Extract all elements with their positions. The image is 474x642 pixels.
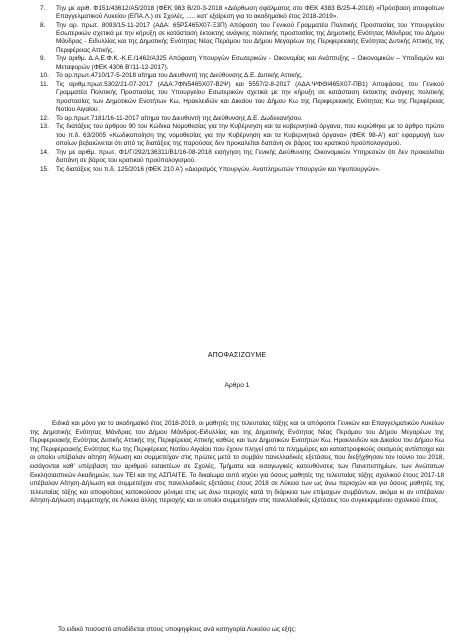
list-item-text: Τις διατάξεις του άρθρου 90 του Κώδικα Νομοθεσίας για την Κυβέρνηση και τα κυβερνητικά όργανα, που κυρώθηκε με το άρθρο πρώτο του π.δ. 63/2005 «Κωδικοποίηση της νομοθεσίας για την Κυβέρνηση και τα Κυβερνητικά όργανα» (ΦΕΚ 98-Α') κατ' εφαρμογή των οποίων βεβαιώνεται ότι από τις διατάξεις της παρούσας δεν προκαλείται δαπάνη σε βάρος του κρατικού προϋπολογισμού. [56, 123, 444, 147]
article-title: Άρθρο 1 [224, 382, 250, 389]
list-item-number: 15. [40, 165, 49, 173]
list-item [40, 55, 444, 71]
list-item-number: 8. [40, 22, 46, 29]
list-item [40, 81, 444, 114]
list-item-text: Τις αριθμ.πρωτ.5302/21-07-2017 (ΑΔΑ:7ΦΝ5465Χ07-Β2Ψ) και 5557/2-8-2017 (ΑΔΑ:ΨΦΘΙ465Χ07-ΠΒ1) Αποφάσεις του Γενικού Γραμματέα Πολιτικής Προστασίας του Υπουργείου Εσωτερικών σχετικά με την κήρυξη σε κατάσταση έκτακτης ανάγκης πολιτικής προστασίας των Δημοτικών Ενοτήτων Κω, Ηρακλειδών και Δικαίου του Δήμου Κω της Περιφερειακής Ενότητας Κω της Περιφέρειας Νοτίου Αιγαίου. [56, 81, 444, 113]
list-item [40, 149, 444, 165]
considerations-list [40, 5, 444, 174]
article-paragraph: Ειδικά και μόνο για το ακαδημαϊκό έτος 2018-2019, οι μαθητές της τελευταίας τάξης και οι απόφοιτοι Γενικών και Επαγγελματικών Λυκείων της Δημοτικής Ενότητας Μάνδρας του Δήμου Μάνδρας-Ειδυλλίας και της Δημοτικής Ενότητας Νέας Περάμου του Δήμου Μεγαρέων της Περιφερειακής Ενότητας Δυτικής Αττικής της Περιφέρειας Αττικής καθώς και των Δημοτικών Ενοτήτων Κω, Ηρακλειδών και Δικαίου του Δήμου Κω της Περιφερειακής Ενότητας Κω της Περιφέρειας Νοτίου Αιγαίου που έχουν πληγεί από τα πλημμύρες και καταστροφικούς σεισμούς αντίστοιχα και οι οποίοι υπέβαλαν αίτηση δήλωση και συμμετείχαν στις πρώτες μετά το συμβάν πανελλαδικές εξετάσεις που διεξήχθησαν τον Ιούνιο του 2018, εισάγονται καθ' υπέρβαση του αριθμού εισακτέων σε Σχολές, Τμήματα και εισαγωγικές κατευθύνσεις των Πανεπιστημίων, των Ανώτατων Εκκλησιαστικών Ακαδημιών, των ΤΕΙ και της ΑΣΠΑΙΤΕ. Το δικαίωμα αυτό ισχύει για όσους μαθητές της τελευταίας τάξης σχολικού έτους 2017-18 υπέβαλαν Αίτηση-Δήλωση και συμμετείχαν στις πανελλαδικές εξετάσεις έτους 2018 σε Λύκεια των ως άνω περιοχών και για όσους μαθητές της τελευταίας τάξης και αποφοίτους κατοικούσαν μόνιμα στις ως άνω περιοχές κατά τη διάρκεια των επίμαχων συμβάντων, ακόμα κι αν υπέβαλαν Αίτηση-Δήλωση συμμετοχής σε Λύκεια άλλης περιοχής και οι οποίοι συμμετείχαν στις πανελλαδικές εξετάσεις του συγκεκριμένου σχολικού έτους. [30, 420, 444, 505]
list-item-number: 10. [40, 72, 49, 80]
list-item-number: 14. [40, 148, 49, 156]
list-item [40, 123, 444, 148]
article-body [30, 420, 444, 506]
list-item [40, 72, 444, 80]
list-item-number: 12. [40, 114, 49, 122]
list-item-text: Το αρ.πρωτ.4710/17-5-2018 αίτημα του Διευθυντή της Διεύθυνσης Δ.Ε. Δυτικής Αττικής. [56, 72, 303, 80]
list-item [40, 115, 444, 123]
list-item-text: Την αριθμ. Δ.Α.Ε.Φ.Κ.-Κ.Ε./1462/Α325 Απόφαση Υπουργών Εσωτερικών - Οικονομίας και Ανάπτυξης – Οικονομικών – Υποδομών και Μεταφορών (ΦΕΚ 4306 Β'/11-12-2017). [56, 55, 444, 71]
list-item-text: Την αρ. πρωτ. 8093/15-11-2017 (ΑΔΑ: 65ΡΣ465Χ07-Ξ3Π) Απόφαση του Γενικού Γραμματέα Πολιτικής Προστασίας του Υπουργείου Εσωτερικών σχετικά με την κήρυξη σε κατάσταση έκτακτης ανάγκης πολιτικής προστασίας της Δημοτικής Ενότητας Μάνδρας του Δήμου Μάνδρας - Ειδυλλίας και της Δημοτικής Ενότητας Νέας Περάμου του Δήμου Μεγαρέων της Περιφερειακής Ενότητας Δυτικής Αττικής της Περιφέρειας Αττικής. [56, 22, 444, 54]
list-item-number: 7. [40, 5, 46, 12]
list-item-text: Το αρ.πρωτ.7181/16-11-2017 αίτημα του Διευθυντή της Διεύθυνσης Δ.Ε. Δωδεκανήσου. [56, 114, 303, 122]
list-item-number: 11. [40, 81, 49, 89]
list-item-text: Την με αριθμ. πρωτ. Φ1/Γ/292/136311/Β1/16-08-2018 εισήγηση της Γενικής Διεύθυνσης Οικονομικών Υπηρεσιών ότι δεν προκαλείται δαπάνη σε βάρος του κρατικού προϋπολογισμού. [56, 148, 444, 164]
list-item [40, 22, 444, 55]
list-item-text: Την με αριθ. Φ151/43612/Α5/2018 (ΦΕΚ 983 Β/20-3-2018 «Διόρθωση σφάλματος στο ΦΕΚ 4383 Β/25-4-2018) «Πρόσβαση αποφοίτων Επαγγελματικού Λυκείου (ΕΠΑ.Λ.) σε Σχολές, ..... κατ' εξαίρεση για το ακαδημαϊκό έτος 2018-2019». [56, 5, 444, 21]
list-item-text: Τις διατάξεις του π.δ. 125/2016 (ΦΕΚ 210 Α') «Διορισμός Υπουργών, Αναπληρωτών Υπουργών και Υφυπουργών». [56, 165, 381, 173]
decision-heading: ΑΠΟΦΑΣΙΖΟΥΜΕ [207, 352, 267, 359]
closing-line: Το ειδικό ποσοστό αποδίδεται στους υποψηφίους ανά κατηγορία Λυκείου ως εξής: [58, 626, 297, 633]
list-item-number: 9. [40, 55, 46, 63]
list-item [40, 5, 444, 21]
list-item [40, 166, 444, 174]
list-item-number: 13. [40, 123, 49, 131]
